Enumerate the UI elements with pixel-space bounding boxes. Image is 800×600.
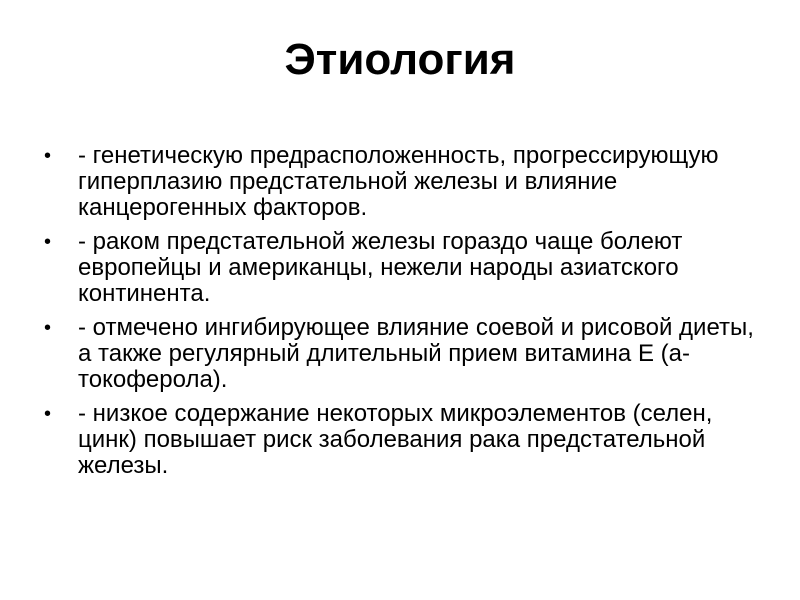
bullet-dot-icon: • — [44, 231, 52, 253]
bullet-item-2 — [42, 229, 762, 307]
bullet-dot-icon: • — [44, 317, 52, 339]
bullet-dot-icon: • — [44, 403, 52, 425]
bullet-item-1 — [42, 143, 762, 221]
slide-title: Этиология — [284, 35, 516, 84]
bullet-list — [42, 143, 762, 487]
bullet-text: - генетическую предрасположенность, прогрессирующую гиперплазию предстательной железы и влияние канцерогенных факторов. — [78, 142, 719, 221]
bullet-text: - отмечено ингибирующее влияние соевой и рисовой диеты, а также регулярный длительный прием витамина Е (а-токоферола). — [78, 314, 754, 393]
bullet-item-4 — [42, 401, 762, 479]
bullet-text: - раком предстательной железы гораздо чаще болеют европейцы и американцы, нежели народы азиатского континента. — [78, 228, 683, 307]
bullet-text: - низкое содержание некоторых микроэлементов (селен, цинк) повышает риск заболевания рака предстательной железы. — [78, 400, 713, 479]
bullet-item-3 — [42, 315, 762, 393]
bullet-dot-icon: • — [44, 145, 52, 167]
